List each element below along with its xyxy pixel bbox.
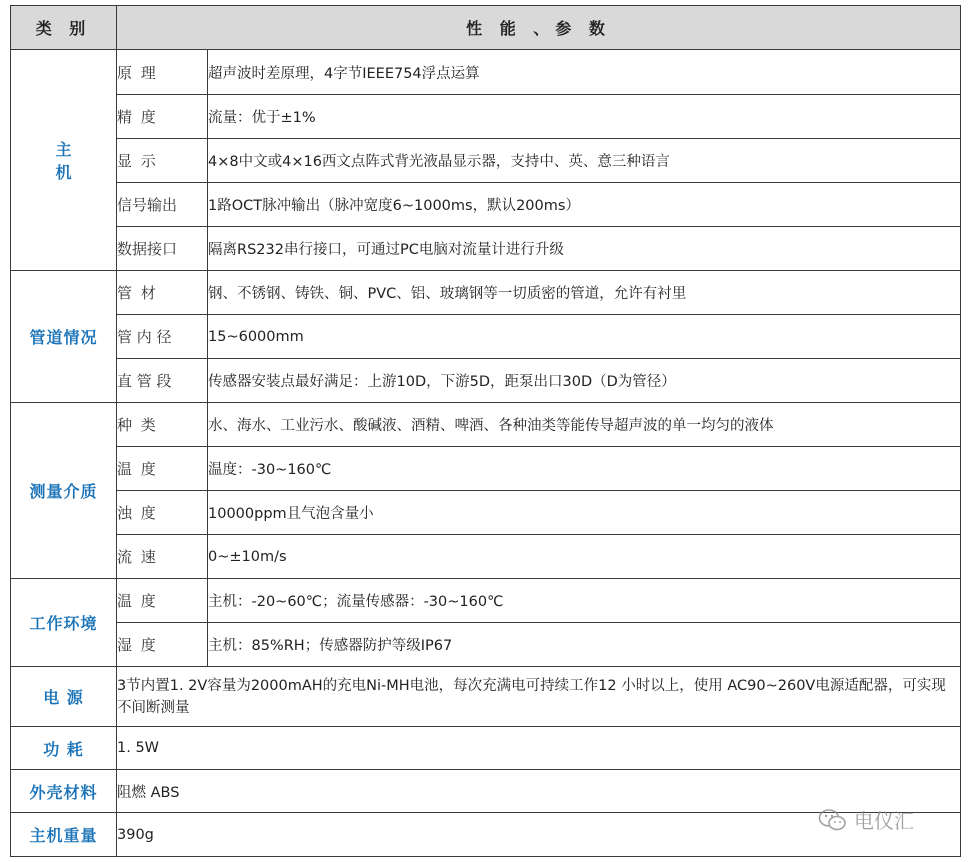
row-label: 原 理	[117, 50, 208, 95]
row-value: 3节内置1. 2V容量为2000mAH的充电Ni-MH电池，每次充满电可持续工作12 小时以上，使用 AC90~260V电源适配器，可实现不间断测量	[117, 667, 961, 727]
row-label: 种 类	[117, 403, 208, 447]
table-row	[11, 403, 961, 447]
table-row	[11, 50, 961, 95]
wechat-icon	[818, 808, 848, 832]
spec-table	[10, 5, 961, 857]
table-row	[11, 315, 961, 359]
table-row	[11, 623, 961, 667]
row-value: 隔离RS232串行接口，可通过PC电脑对流量计进行升级	[208, 227, 961, 271]
row-value: 钢、不锈钢、铸铁、铜、PVC、铝、玻璃钢等一切质密的管道，允许有衬里	[208, 271, 961, 315]
table-row	[11, 579, 961, 623]
row-value: 超声波时差原理，4字节IEEE754浮点运算	[208, 50, 961, 95]
row-value: 温度：-30~160℃	[208, 447, 961, 491]
row-value: 阻燃 ABS	[117, 770, 961, 813]
table-row	[11, 667, 961, 727]
table-row	[11, 227, 961, 271]
watermark-text: 电仪汇	[854, 809, 914, 833]
row-value: 1路OCT脉冲输出（脉冲宽度6~1000ms，默认200ms）	[208, 183, 961, 227]
section-name: 管道情况	[11, 271, 117, 403]
row-label: 直 管 段	[117, 359, 208, 403]
table-row	[11, 727, 961, 770]
row-label: 浊 度	[117, 491, 208, 535]
table-header-row	[11, 6, 961, 50]
table-row	[11, 139, 961, 183]
table-row	[11, 447, 961, 491]
row-label: 精 度	[117, 95, 208, 139]
row-value: 主机：-20~60℃；流量传感器：-30~160℃	[208, 579, 961, 623]
table-row	[11, 271, 961, 315]
section-name: 工作环境	[11, 579, 117, 667]
table-row	[11, 491, 961, 535]
row-label: 流 速	[117, 535, 208, 579]
section-name: 测量介质	[11, 403, 117, 579]
row-value: 1. 5W	[117, 727, 961, 770]
row-value: 水、海水、工业污水、酸碱液、酒精、啤酒、各种油类等能传导超声波的单一均匀的液体	[208, 403, 961, 447]
row-label: 温 度	[117, 579, 208, 623]
row-name: 功 耗	[11, 727, 117, 770]
row-label: 湿 度	[117, 623, 208, 667]
row-value: 传感器安装点最好满足：上游10D，下游5D，距泵出口30D（D为管径）	[208, 359, 961, 403]
row-name: 主机重量	[11, 813, 117, 857]
table-row	[11, 535, 961, 579]
row-value: 4×8中文或4×16西文点阵式背光液晶显示器，支持中、英、意三种语言	[208, 139, 961, 183]
row-label: 显 示	[117, 139, 208, 183]
row-value: 390g	[117, 813, 961, 857]
table-row	[11, 95, 961, 139]
row-label: 数据接口	[117, 227, 208, 271]
row-label: 信号输出	[117, 183, 208, 227]
row-name: 外壳材料	[11, 770, 117, 813]
row-name: 电 源	[11, 667, 117, 727]
table-row	[11, 183, 961, 227]
row-value: 10000ppm且气泡含量小	[208, 491, 961, 535]
row-value: 15~6000mm	[208, 315, 961, 359]
row-value: 主机：85%RH；传感器防护等级IP67	[208, 623, 961, 667]
section-name: 主机	[11, 50, 117, 271]
watermark	[818, 805, 914, 834]
table-row	[11, 359, 961, 403]
header-category: 类 别	[11, 6, 117, 50]
row-label: 管 材	[117, 271, 208, 315]
row-label: 管 内 径	[117, 315, 208, 359]
header-params: 性 能 、参 数	[117, 6, 961, 50]
row-label: 温 度	[117, 447, 208, 491]
row-value: 0~±10m/s	[208, 535, 961, 579]
row-value: 流量：优于±1%	[208, 95, 961, 139]
